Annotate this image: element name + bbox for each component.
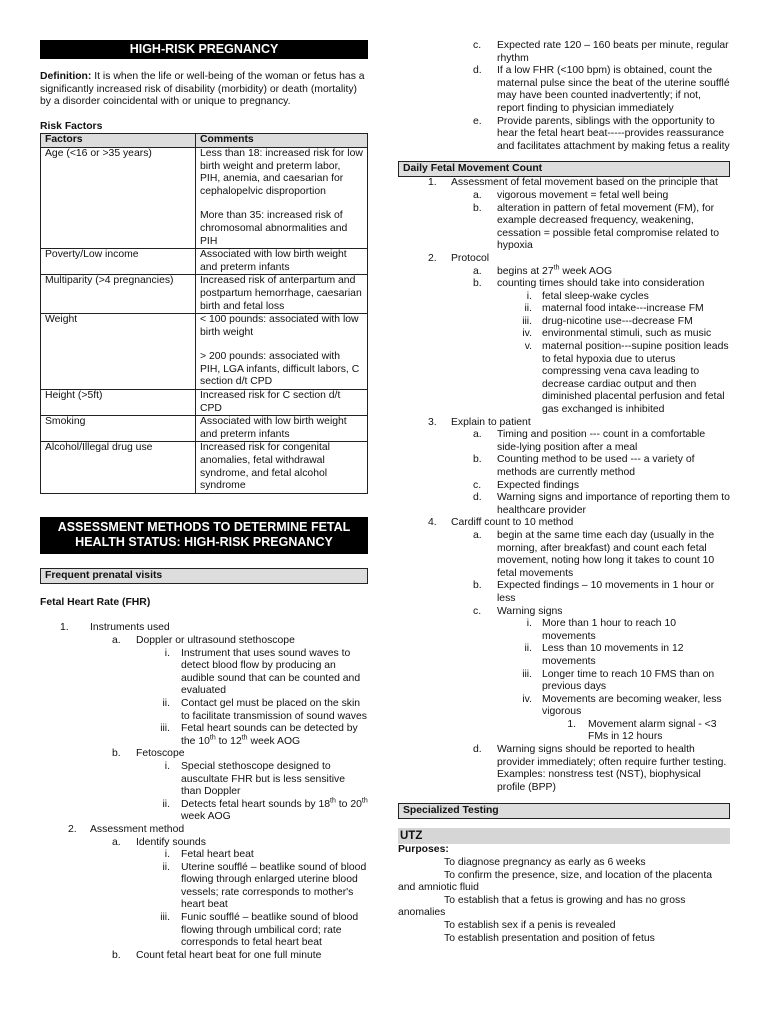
list-item: b. Fetoscope bbox=[112, 748, 185, 760]
list-item: d. If a low FHR (<100 bpm) is obtained, count the maternal pulse since the beat of the uterine soufflé may have been counted inadvertently; if not, report finding to physician immediately bbox=[473, 65, 730, 114]
comment-cell bbox=[196, 275, 368, 314]
comment-cell bbox=[196, 390, 368, 416]
list-item: a. Timing and position --- count in a comfortable side-lying position after a meal bbox=[473, 429, 706, 453]
specialized-testing-bar: Specialized Testing bbox=[398, 803, 730, 819]
list-item: i. More than 1 hour to reach 10 movements bbox=[526, 618, 677, 642]
list-item: iii. Funic soufflé – beatlike sound of blood flowing through umbilical cord; rate corresponds to fetal heart beat bbox=[160, 912, 359, 949]
factor-cell: Multiparity (>4 pregnancies) bbox=[41, 275, 196, 314]
fhr-outline bbox=[40, 622, 368, 962]
list-item: c. Expected findings bbox=[473, 479, 580, 491]
list-item: ii. Contact gel must be placed on the skin to facilitate transmission of sound waves bbox=[162, 697, 367, 722]
list-item: ii. Less than 10 movements in 12 movements bbox=[524, 643, 684, 667]
list-item: 1. Movement alarm signal - <3 FMs in 12 hours bbox=[567, 718, 717, 743]
utz-purpose: To diagnose pregnancy as early as 6 weeks bbox=[444, 857, 646, 869]
col-header-comments: Comments bbox=[196, 134, 368, 148]
list-item: 1. Assessment of fetal movement based on the principle that bbox=[428, 177, 718, 189]
list-item: e. Provide parents, siblings with the opportunity to hear the fetal heart beat-----provides reassurance and facilitates attachment by making fetus a reality bbox=[473, 115, 730, 152]
list-item: i. fetal sleep-wake cycles bbox=[526, 290, 649, 302]
table-row bbox=[41, 416, 368, 442]
comment-text: Less than 18: increased risk for low birth weight and preterm labor, PIH, anemia, and caesarian for cephalopelvic disproportion bbox=[200, 147, 363, 197]
risk-factors-heading: Risk Factors bbox=[40, 120, 103, 132]
list-item: b. Expected findings – 10 movements in 1 hour or less bbox=[473, 580, 715, 604]
comment-text: More than 35: increased risk of chromosomal abnormalities and PIH bbox=[200, 210, 348, 247]
list-item: b. Count fetal heart beat for one full minute bbox=[112, 949, 322, 961]
list-item: 2. Assessment method bbox=[68, 823, 185, 835]
list-item: iii. drug-nicotine use---decrease FM bbox=[522, 315, 693, 327]
list-item: a. begin at the same time each day (usually in the morning, after breakfast) and count each fetal movement, noting how long it takes to count 10 fetal movements bbox=[473, 529, 715, 579]
list-item: iv. environmental stimuli, such as music bbox=[522, 328, 712, 340]
list-item: iv. Movements are becoming weaker, less vigorous bbox=[522, 693, 722, 718]
list-item: a. vigorous movement = fetal well being bbox=[473, 189, 669, 201]
comment-cell bbox=[196, 314, 368, 390]
comment-text: Increased risk for C section d/t CPD bbox=[200, 390, 341, 414]
assessment-title: ASSESSMENT METHODS TO DETERMINE FETAL HEALTH STATUS: HIGH-RISK PREGNANCY bbox=[40, 517, 368, 554]
list-item: iii. Longer time to reach 10 FMS than on previous days bbox=[522, 668, 715, 693]
page-title: HIGH-RISK PREGNANCY bbox=[40, 40, 368, 59]
definition-text: It is when the life or well-being of the woman or fetus has a significantly increased risk of disability (morbidity) or death (mortality) by a disorder coincidental with or unique to pregnancy. bbox=[40, 71, 365, 108]
utz-purposes-label: Purposes: bbox=[398, 844, 449, 856]
comment-text: > 200 pounds: associated with PIH, LGA infants, difficult labors, C section d/t CPD bbox=[200, 351, 360, 388]
utz-purpose: To establish that a fetus is growing and has no gross anomalies bbox=[398, 894, 686, 919]
comment-text: Associated with low birth weight and preterm infants bbox=[200, 249, 347, 273]
comment-cell bbox=[196, 416, 368, 442]
factor-cell: Smoking bbox=[41, 416, 196, 442]
comment-text: Increased risk for congenital anomalies, fetal withdrawal syndrome, and fetal alcohol syndrome bbox=[200, 442, 330, 492]
list-item: i. Special stethoscope designed to auscultate FHR but is less sensitive than Doppler bbox=[164, 760, 346, 798]
definition-label: Definition: bbox=[40, 71, 92, 82]
comment-text: < 100 pounds: associated with low birth weight bbox=[200, 314, 359, 338]
table-row bbox=[41, 442, 368, 493]
list-item: c. Expected rate 120 – 160 beats per minute, regular rhythm bbox=[473, 40, 729, 64]
left-column bbox=[40, 40, 368, 962]
list-item: i. Fetal heart beat bbox=[164, 849, 254, 861]
risk-factors-table bbox=[40, 133, 368, 493]
comment-text: Associated with low birth weight and preterm infants bbox=[200, 416, 347, 440]
right-column bbox=[398, 40, 730, 945]
factor-cell: Weight bbox=[41, 314, 196, 390]
list-item: 1. Instruments used bbox=[60, 622, 170, 634]
comment-cell bbox=[196, 147, 368, 248]
table-row bbox=[41, 147, 368, 248]
list-item: a. begins at 27th week AOG bbox=[473, 264, 613, 277]
list-item: 4. Cardiff count to 10 method bbox=[428, 517, 574, 529]
fetal-movement-bar: Daily Fetal Movement Count bbox=[398, 161, 730, 177]
list-item: b. counting times should take into consideration bbox=[473, 278, 705, 290]
list-item: 2. Protocol bbox=[428, 252, 490, 264]
definition-paragraph bbox=[40, 71, 368, 109]
table-row bbox=[41, 390, 368, 416]
comment-text: Increased risk of anterpartum and postpartum hemorrhage, caesarian birth and fetal loss bbox=[200, 275, 362, 312]
list-item: iii. Fetal heart sounds can be detected by the 10th to 12th week AOG bbox=[160, 723, 358, 747]
list-item: d. Warning signs and importance of reporting them to healthcare provider bbox=[473, 492, 730, 516]
list-item: d. Warning signs should be reported to health provider immediately; often require further testing. Examples: nonstress test (NST), biophysical profile (BPP) bbox=[473, 744, 727, 793]
factor-cell: Poverty/Low income bbox=[41, 249, 196, 275]
list-item: ii. Uterine soufflé – beatlike sound of blood flowing through enlarged uterine blood vessels; rate corresponds to mother's heart beat bbox=[162, 861, 367, 911]
list-item: a. Doppler or ultrasound stethoscope bbox=[112, 635, 295, 646]
table-row bbox=[41, 275, 368, 314]
utz-heading: UTZ bbox=[398, 828, 730, 844]
list-item: ii. Detects fetal heart sounds by 18th to 20th week AOG bbox=[162, 797, 368, 823]
comment-cell bbox=[196, 249, 368, 275]
table-row bbox=[41, 314, 368, 390]
utz-purpose: To establish sex if a penis is revealed bbox=[444, 920, 616, 931]
factor-cell: Alcohol/Illegal drug use bbox=[41, 442, 196, 493]
risk-table-body bbox=[41, 147, 368, 493]
fetal-movement-outline bbox=[398, 177, 730, 794]
col-header-factors: Factors bbox=[41, 134, 196, 148]
list-item: v. maternal position---supine position leads to fetal hypoxia due to uterus compressing vena cava leading to decrease cardiac output and then diminished placental perfusion and fetal gas exchanged is inhibited bbox=[524, 341, 729, 416]
comment-cell bbox=[196, 442, 368, 493]
list-item: 3. Explain to patient bbox=[428, 416, 531, 428]
frequent-visits-bar: Frequent prenatal visits bbox=[40, 568, 368, 584]
list-item: ii. maternal food intake---increase FM bbox=[524, 303, 704, 315]
list-item: b. alteration in pattern of fetal movement (FM), for example decreased frequency, weakening, cessation = possible fetal compromise related to hypoxia bbox=[473, 202, 720, 252]
fhr-heading: Fetal Heart Rate (FHR) bbox=[40, 596, 151, 608]
list-item: i. Instrument that uses sound waves to detect blood flow by producing an audible sound that can be counted and evaluated bbox=[164, 647, 361, 697]
list-item: a. Identify sounds bbox=[112, 836, 206, 848]
factor-cell: Height (>5ft) bbox=[41, 390, 196, 416]
utz-purpose: To confirm the presence, size, and location of the placenta and amniotic fluid bbox=[398, 869, 713, 894]
utz-purpose: To establish presentation and position of fetus bbox=[444, 932, 655, 944]
list-item: b. Counting method to be used --- a variety of methods are currently method bbox=[473, 454, 695, 478]
factor-cell: Age (<16 or >35 years) bbox=[41, 147, 196, 248]
table-row bbox=[41, 249, 368, 275]
list-item: c. Warning signs bbox=[473, 605, 563, 617]
